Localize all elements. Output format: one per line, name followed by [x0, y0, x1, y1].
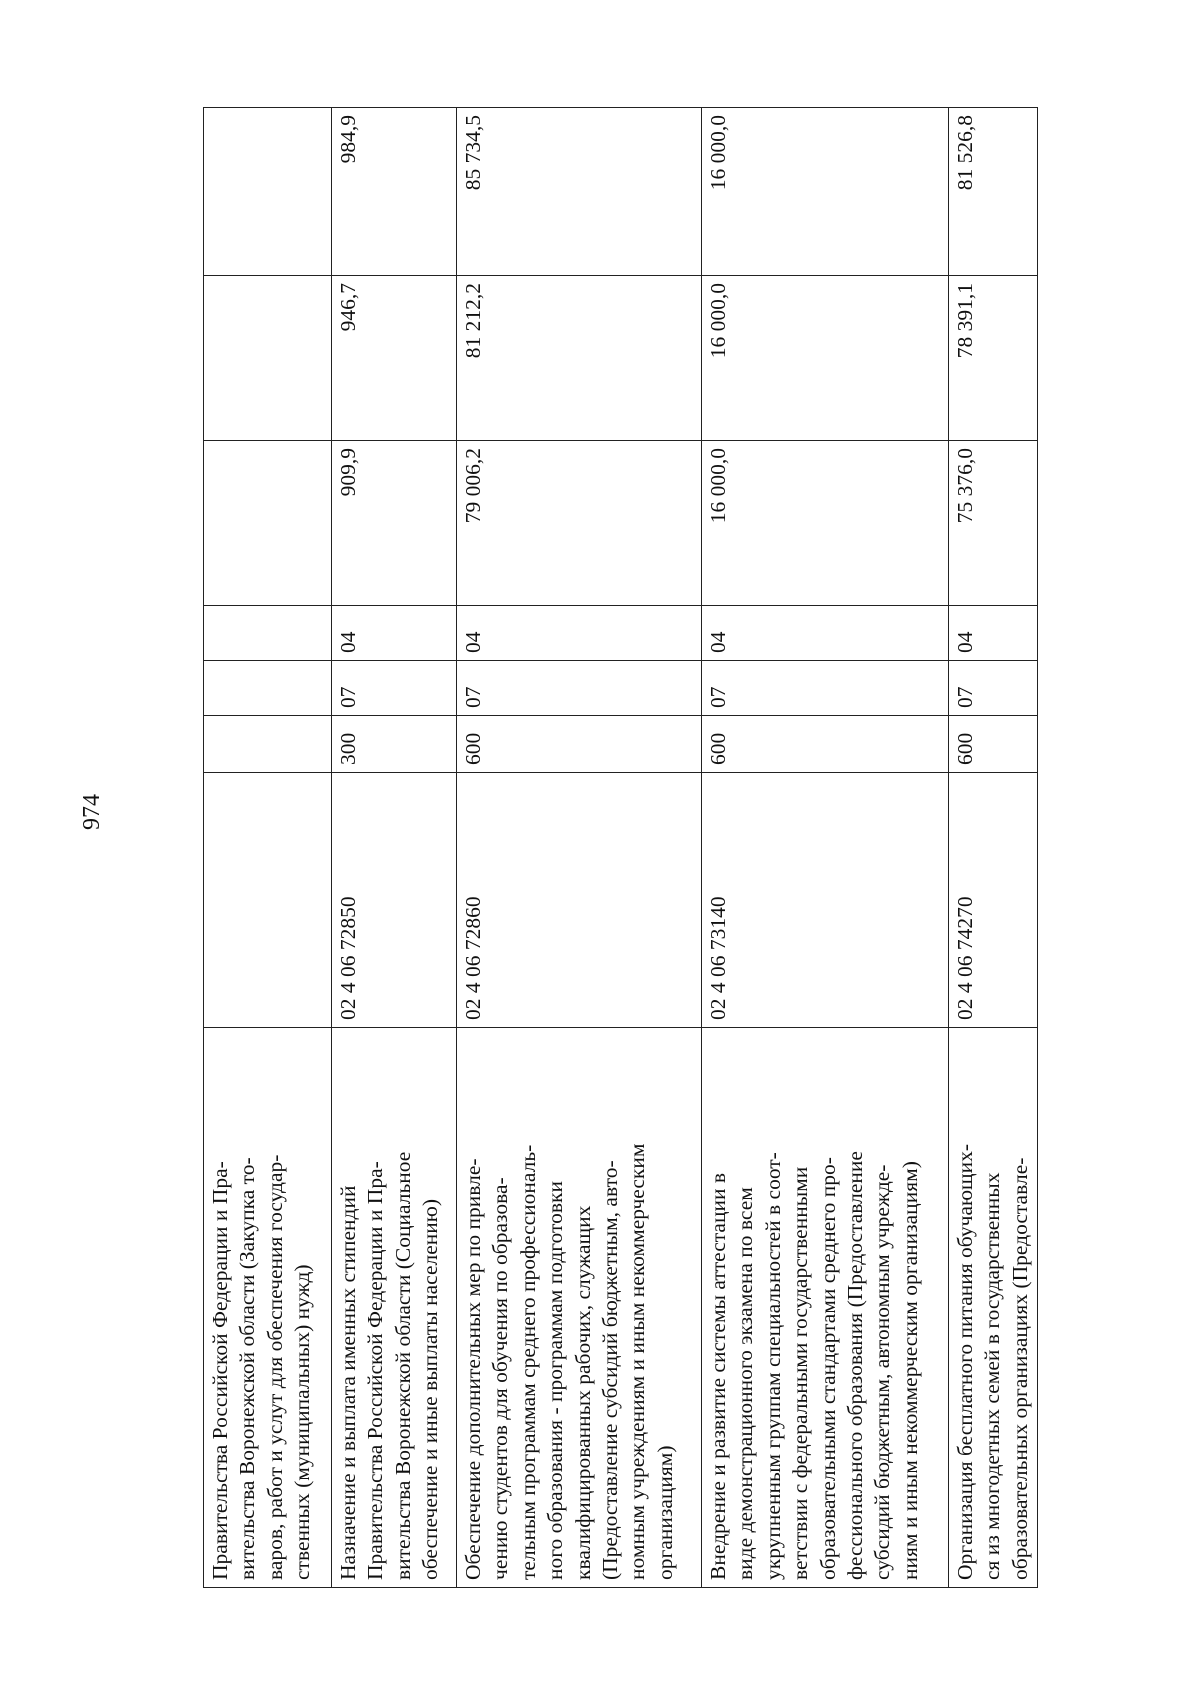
amount-year-3: [204, 108, 332, 276]
expense-description: [702, 1028, 949, 1588]
description-line: тельным программам среднего профессиональ-: [515, 1144, 540, 1580]
description-line: укрупненным группам специальностей в соот-: [760, 1152, 785, 1580]
description-line: Внедрение и развитие системы аттестации в: [706, 1172, 730, 1580]
subsection-code: 04: [702, 606, 949, 661]
description-line: Правительства Российской Федерации и Пра-: [208, 1161, 232, 1580]
table-row: [332, 108, 457, 1588]
expense-description: [949, 1028, 1038, 1588]
expense-description: [332, 1028, 457, 1588]
amount-year-2: 78 391,1: [949, 276, 1038, 441]
amount-year-3: 85 734,5: [457, 108, 702, 276]
description-line: обеспечение и иные выплаты населению): [418, 1198, 443, 1580]
target-article-code: 02 4 06 73140: [702, 773, 949, 1028]
description-line: Назначение и выплата именных стипендий: [336, 1185, 360, 1580]
description-line: субсидий бюджетным, автономным учрежде-: [870, 1164, 895, 1580]
expense-type-code: 300: [332, 716, 457, 773]
description-line: виде демонстрационного экзамена по всем: [733, 1187, 758, 1580]
page-number: 974: [79, 794, 105, 830]
description-line: образовательных организациях (Предоставле-: [1007, 1157, 1032, 1580]
description-line: квалифицированных рабочих, служащих: [570, 1205, 595, 1580]
section-code: [204, 661, 332, 716]
description-line: организациям): [652, 1445, 677, 1580]
description-line: Организация бесплатного питания обучающих-: [953, 1143, 977, 1580]
amount-year-1: [204, 441, 332, 606]
description-line: номным учреждениям и иным некоммерческим: [625, 1143, 650, 1580]
description-line: ного образования - программам подготовки: [543, 1181, 568, 1580]
description-line: Обеспечение дополнительных мер по привле-: [461, 1158, 485, 1580]
description-line: вительства Воронежской области (Социальное: [390, 1151, 415, 1580]
description-line: вительства Воронежской области (Закупка то-: [235, 1157, 260, 1580]
amount-year-2: [204, 276, 332, 441]
description-line: чению студентов для обучения по образова-: [488, 1177, 513, 1580]
target-article-code: 02 4 06 72850: [332, 773, 457, 1028]
table-row: [702, 108, 949, 1588]
section-code: 07: [332, 661, 457, 716]
description-line: ниям и иным некоммерческим организациям): [897, 1161, 922, 1580]
expense-description: [457, 1028, 702, 1588]
amount-year-1: 75 376,0: [949, 441, 1038, 606]
amount-year-1: 909,9: [332, 441, 457, 606]
subsection-code: 04: [457, 606, 702, 661]
table-row: [949, 108, 1038, 1588]
section-code: 07: [949, 661, 1038, 716]
description-line: (Предоставление субсидий бюджетным, авто-: [598, 1160, 623, 1580]
target-article-code: [204, 773, 332, 1028]
description-line: Правительства Российской Федерации и Пра-: [363, 1161, 388, 1580]
table-row: [457, 108, 702, 1588]
amount-year-2: 946,7: [332, 276, 457, 441]
description-line: ветствии с федеральными государственными: [788, 1166, 813, 1580]
subsection-code: [204, 606, 332, 661]
budget-table: [203, 107, 1038, 1588]
subsection-code: 04: [949, 606, 1038, 661]
budget-table-body: [204, 108, 1038, 1588]
amount-year-2: 81 212,2: [457, 276, 702, 441]
amount-year-1: 16 000,0: [702, 441, 949, 606]
description-line: образовательными стандартами среднего про-: [815, 1157, 840, 1580]
amount-year-3: 81 526,8: [949, 108, 1038, 276]
rotated-page-content: [203, 108, 1033, 1588]
expense-type-code: 600: [457, 716, 702, 773]
section-code: 07: [702, 661, 949, 716]
description-line: фессионального образования (Предоставление: [843, 1151, 868, 1580]
amount-year-3: 16 000,0: [702, 108, 949, 276]
expense-type-code: 600: [949, 716, 1038, 773]
amount-year-1: 79 006,2: [457, 441, 702, 606]
section-code: 07: [457, 661, 702, 716]
target-article-code: 02 4 06 74270: [949, 773, 1038, 1028]
expense-type-code: [204, 716, 332, 773]
amount-year-2: 16 000,0: [702, 276, 949, 441]
description-line: варов, работ и услут для обеспечения государ-: [262, 1154, 287, 1580]
description-line: ся из многодетных семей в государственных: [980, 1172, 1005, 1580]
target-article-code: 02 4 06 72860: [457, 773, 702, 1028]
expense-type-code: 600: [702, 716, 949, 773]
subsection-code: 04: [332, 606, 457, 661]
expense-description: [204, 1028, 332, 1588]
table-row: [204, 108, 332, 1588]
amount-year-3: 984,9: [332, 108, 457, 276]
description-line: ственных (муниципальных) нужд): [290, 1264, 315, 1580]
